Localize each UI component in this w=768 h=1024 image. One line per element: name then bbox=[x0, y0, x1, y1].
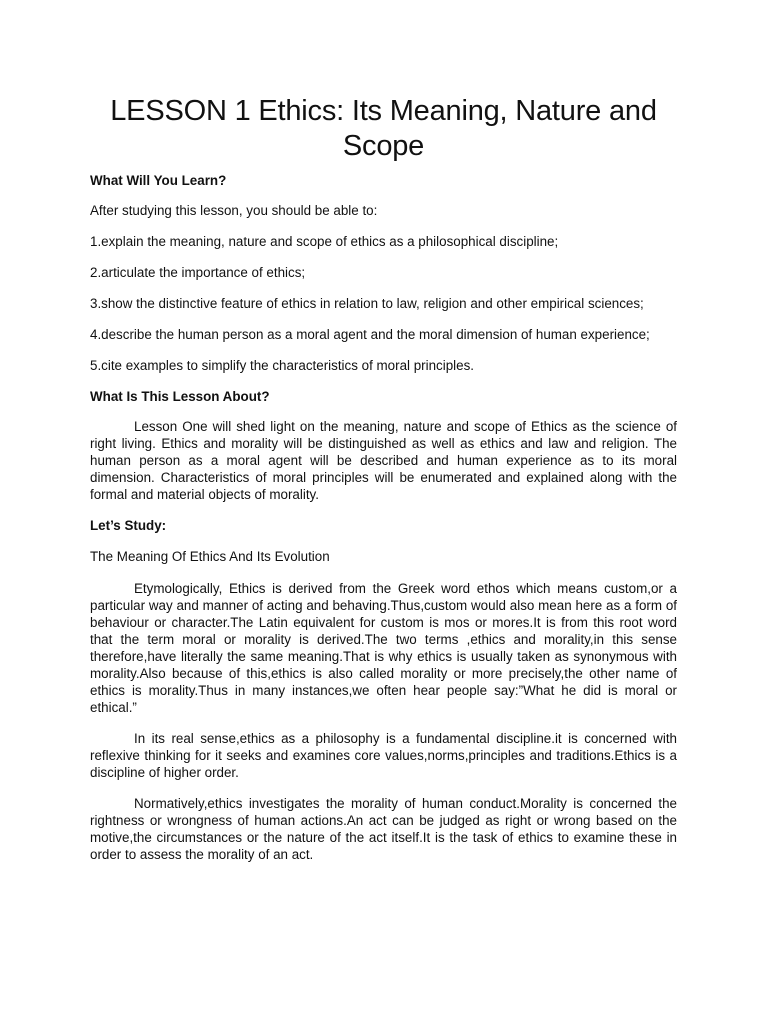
objective-1: 1.explain the meaning, nature and scope of ethics as a philosophical discipline; bbox=[90, 234, 559, 249]
study-subheading: The Meaning Of Ethics And Its Evolution bbox=[90, 549, 330, 564]
learn-heading: What Will You Learn? bbox=[90, 173, 227, 188]
body-paragraph-real-sense: In its real sense,ethics as a philosophy is a fundamental discipline.it is concerned with reflexive thinking for it seeks and examines core values,norms,principles and traditions.Ethics is a discipline of higher order. bbox=[90, 731, 677, 780]
document-page bbox=[90, 94, 677, 863]
objective-4: 4.describe the human person as a moral agent and the moral dimension of human experience; bbox=[90, 327, 650, 342]
about-heading: What Is This Lesson About? bbox=[90, 389, 270, 404]
learn-intro: After studying this lesson, you should be able to: bbox=[90, 203, 378, 218]
body-paragraph-normatively: Normatively,ethics investigates the morality of human conduct.Morality is concerned the rightness or wrongness of human actions.An act can be judged as right or wrong based on the motive,the circumstances or the nature of the act itself.It is the task of ethics to examine these in order to assess the morality of an act. bbox=[90, 796, 677, 862]
study-heading: Let’s Study: bbox=[90, 518, 167, 533]
objective-2: 2.articulate the importance of ethics; bbox=[90, 265, 306, 280]
lesson-title: LESSON 1 Ethics: Its Meaning, Nature and Scope bbox=[110, 95, 657, 162]
body-paragraph-etymology: Etymologically, Ethics is derived from the Greek word ethos which means custom,or a particular way and manner of acting and behaving.Thus,custom would also mean here as a form of behaviour or character.The Latin equivalent for custom is mos or mores.It is from this root word that the term moral or morality is derived.The two terms ,ethics and morality,in this sense therefore,have literally the same meaning.That is why ethics is usually taken as synonymous with morality.Also because of this,ethics is also called morality or more precisely,the other name of ethics is morality.Thus in many instances,we often hear people say:”What he did is moral or ethical.” bbox=[90, 581, 677, 715]
objective-5: 5.cite examples to simplify the characteristics of moral principles. bbox=[90, 358, 475, 373]
objective-3: 3.show the distinctive feature of ethics in relation to law, religion and other empirical sciences; bbox=[90, 296, 644, 311]
about-paragraph: Lesson One will shed light on the meaning, nature and scope of Ethics as the science of right living. Ethics and morality will be distinguished as well as ethics and law and religion. The human person as a moral agent will be described and human experience as to its moral dimension. Characteristics of moral principles will be enumerated and explained along with the formal and material objects of morality. bbox=[90, 419, 677, 502]
